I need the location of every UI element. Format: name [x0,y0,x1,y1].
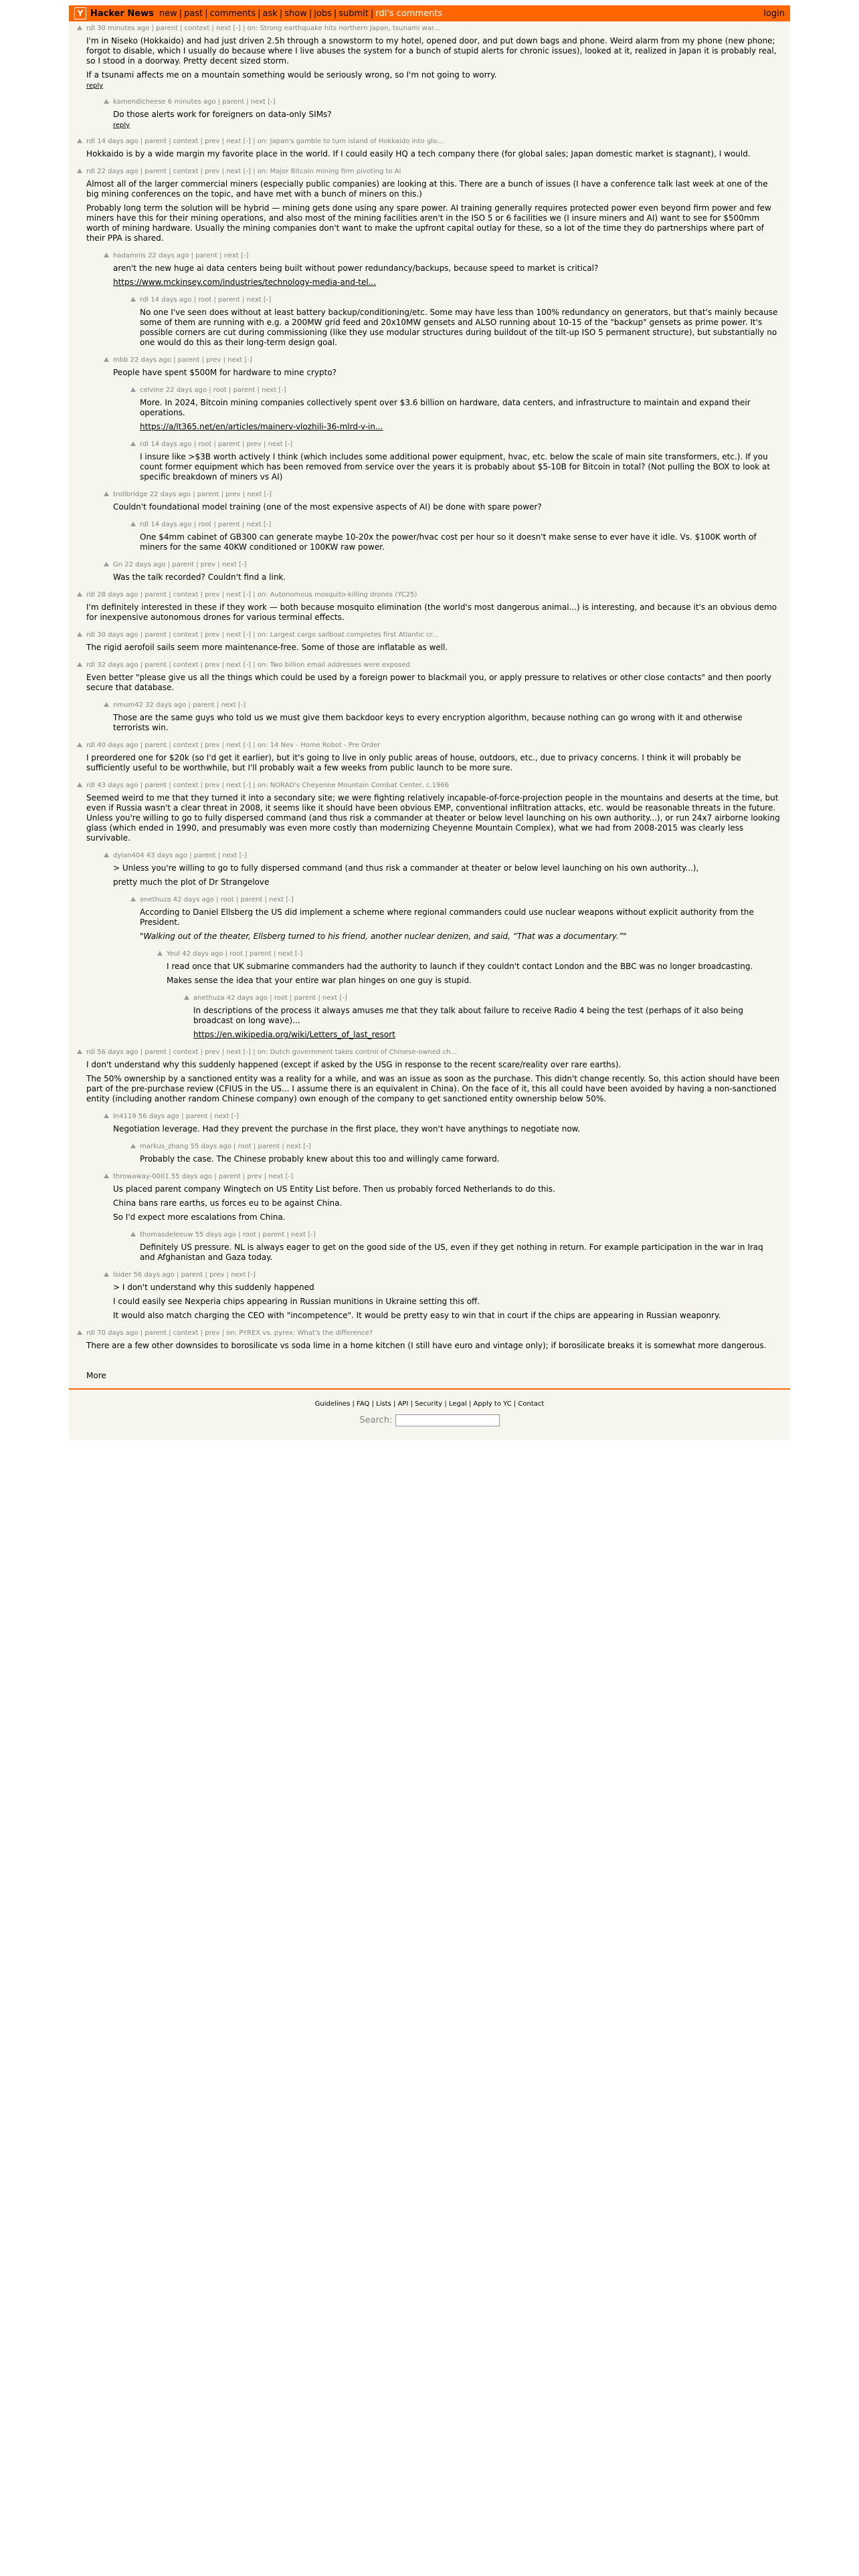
page [69,5,790,1440]
comment [140,520,781,552]
footer-link-guidelines[interactable]: Guidelines [314,1400,351,1408]
comment-text [86,36,781,80]
comment [113,356,781,378]
comment-meta[interactable]: rdl 14 days ago | root | parent | next [-] [140,296,272,304]
comment-text [167,962,781,986]
comment-text [113,863,781,887]
comment-paragraph: Do those alerts work for foreigners on data-only SIMs? [113,110,332,119]
nav-separator: | [205,8,208,19]
reply-link[interactable]: reply [113,122,130,129]
more-link[interactable]: More [86,1371,106,1380]
upvote-arrow-icon[interactable] [77,169,82,173]
upvote-arrow-icon[interactable] [104,492,109,496]
footer-link-lists[interactable]: Lists [376,1400,391,1408]
comment [86,741,781,773]
upvote-arrow-icon[interactable] [77,1049,82,1054]
upvote-arrow-icon[interactable] [104,99,109,104]
nav-show[interactable]: show [284,8,307,19]
comment-text [140,1154,781,1164]
comment-meta[interactable]: rdl 14 days ago | parent | context | prev | next [-] | on: Japan's gamble to turn island of Hokkaido into glo... [86,138,444,145]
comment-meta[interactable]: rdl 70 days ago | parent | context | prev | on: PYREX vs. pyrex: What's the difference? [86,1329,373,1337]
comment-text [86,1060,781,1104]
login-link[interactable]: login [763,8,785,19]
comment-text [86,753,781,773]
comment-meta[interactable]: Yeul 42 days ago | root | parent | next [-] [167,950,303,958]
comment [140,1230,781,1263]
comment-paragraph: Hokkaido is by a wide margin my favorite place in the world. If I could easily HQ a tech company there (for global sales; Japan domestic market is stagnant), I would. [86,149,751,158]
comment-paragraph: The rigid aerofoil sails seem more maintenance-free. Some of those are inflatable as well. [86,643,448,652]
comment [140,1142,781,1164]
upvote-arrow-icon[interactable] [104,253,109,257]
comment-paragraph: Even better "please give us all the things which could be used by a foreign power to blackmail you, or apply pressure to relatives or other close contacts" and then poorly secure that database. [86,673,771,692]
comment-paragraph: Definitely US pressure. NL is always eager to get on the good side of the US, even if they get nothing in return. For example participation in the war in Iraq and Afghanistan and Gaza today. [140,1243,763,1262]
comment-text [86,1341,781,1351]
comment [167,950,781,986]
comment-meta[interactable]: rdl 30 days ago | parent | context | prev | next [-] | on: Largest cargo sailboat completes first Atlantic cr... [86,631,439,639]
comment-paragraph: One $4mm cabinet of GB300 can generate maybe 10-20x the power/hvac cost per hour so it doesn't make sense to ever have it idle. Vs. $100K worth of miners for the same 40KW conditioned or 100KW raw power. [140,532,757,552]
comment-meta[interactable]: nmum42 32 days ago | parent | next [-] [113,702,246,709]
search-row [69,1414,790,1426]
comment [140,440,781,482]
y-logo-icon[interactable]: Y [74,7,86,19]
comment-text [86,179,781,243]
comment-paragraph: It would also match charging the CEO with "incompetence". It would be pretty easy to win that in court if the chips are appearing in Russian weaponry. [113,1311,721,1320]
comment-meta[interactable]: rdl 56 days ago | parent | context | prev | next [-] | on: Dutch government takes control of Chinese-owned ch... [86,1049,457,1056]
comment-paragraph: pretty much the plot of Dr Strangelove [113,877,270,887]
comment-meta[interactable]: markus_zhang 55 days ago | root | parent | next [-] [140,1143,311,1150]
comment [86,1329,781,1351]
comment [113,251,781,288]
comment-meta[interactable]: hadamnis 22 days ago | parent | next [-] [113,252,249,259]
comment-meta[interactable]: celvine 22 days ago | root | parent | next [-] [140,387,286,394]
nav-separator: | [370,8,374,19]
comment [113,851,781,887]
comment-paragraph: In descriptions of the process it always amuses me that they talk about failure to receive Radio 4 being the test (perhaps of it also being broadcast on long wave)... [193,1006,743,1025]
upvote-arrow-icon[interactable] [104,1174,109,1178]
footer-link-api[interactable]: API [397,1400,409,1408]
site-title[interactable]: Hacker News [90,8,154,19]
comment-meta[interactable]: Gn 22 days ago | parent | prev | next [-] [113,561,247,568]
footer-links: Guidelines | FAQ | Lists | API | Security | Legal | Apply to YC | Contact [314,1400,545,1408]
comment [86,591,781,623]
comment-text [140,1243,781,1263]
comment-text [113,110,781,120]
comment-text [113,1124,781,1134]
comment-meta[interactable]: rdl 14 days ago | root | parent | prev | next [-] [140,441,293,448]
upvote-arrow-icon[interactable] [77,25,82,30]
upvote-arrow-icon[interactable] [104,1272,109,1277]
comment-paragraph: So I'd expect more escalations from China. [113,1212,286,1222]
comment [193,994,781,1040]
comment-paragraph: aren't the new huge ai data centers being built without power redundancy/backups, because speed to market is critical? [113,263,599,273]
comment [140,296,781,348]
comment-paragraph: Seemed weird to me that they turned it into a secondary site; we were fighting relatively incapable-of-force-projection people in the mountains and deserts at the time, but even if Russia wasn't a clear threat in 2008, it seems like it should have been obvious EMP, conventional infiltration attacks, etc. would be reasonable threats in the future. Unless you're willing to go to fully dispersed command (and thus risk a commander at theater or below level launching on his own authority...), or run 24x7 airborne looking glass (which ended in 1990, and presumably was even more costly than modernizing Cheyenne Mountain Complex), what we had from 2008-2015 was clearly less survivable. [86,793,780,843]
comment [86,137,781,159]
comment [113,490,781,512]
nav-comments[interactable]: comments [209,8,256,19]
top-bar [69,5,790,21]
comment-paragraph: I insure like >$3B worth actively I think (which includes some additional power equipment, hvac, etc. below the scale of main site transformers, etc.). If you count former equipment which has been removed from service over the years it is probably about $5-10B for Bitcoin in total? (Not pulling the BOX to look at specific breakdown of miners vs AI) [140,452,771,481]
upvote-arrow-icon[interactable] [157,951,163,956]
comment-paragraph: I read once that UK submarine commanders had the authority to launch if they couldn't contact London and the BBC was no longer broadcasting. [167,962,753,971]
upvote-arrow-icon[interactable] [130,897,136,901]
comment-link[interactable]: https://a/lt365.net/en/articles/mainerv-vlozhili-36-mlrd-v-in... [140,422,383,431]
comment-meta[interactable]: dylan404 43 days ago | parent | next [-] [113,852,248,859]
comment-text [140,308,781,348]
comment-paragraph: More. In 2024, Bitcoin mining companies collectively spent over $3.6 billion on hardware, data centers, and infrastructure to maintain and expand their operations. [140,398,751,417]
comment-paragraph: No one I've seen does without at least battery backup/conditioning/etc. Some may have less than 100% redundancy on generators, but that's mainly because some of them are running with e.g. a 200MW grid feed and 20x10MW gensets and ALSO running about 10-15 of the "backup" gensets as prime power. It's possible corners are cut during commissioning (like they use modular structures during buildout of the tilt-up ISO 5 permanent structure), but substantially no one would do this as their long-term design goal. [140,308,778,347]
comment-meta[interactable]: kamendicheese 6 minutes ago | parent | next [-] [113,98,276,106]
comment-meta[interactable]: rdl 40 days ago | parent | context | prev | next [-] | on: 14 Nev - Home Robot - Pre Order [86,742,381,749]
comment-paragraph: Couldn't foundational model training (one of the most expensive aspects of AI) be done with spare power? [113,502,542,512]
comment-paragraph: Negotiation leverage. Had they prevent the purchase in the first place, they won't have anythings to negotiate now. [113,1124,581,1134]
footer-link-security[interactable]: Security [415,1400,443,1408]
comment-meta[interactable]: lsider 56 days ago | parent | prev | next [-] [113,1271,256,1279]
comment-paragraph: If a tsunami affects me on a mountain something would be seriously wrong, so I'm not going to worry. [86,70,497,80]
upvote-arrow-icon[interactable] [77,138,82,143]
comment-paragraph: I don't understand why this suddenly happened (except if asked by the USG in response to the recent scare/reality over rare earths). [86,1060,622,1069]
comment-paragraph: Us placed parent company Wingtech on US Entity List before. Then us probably forced Netherlands to do this. [113,1184,555,1194]
upvote-arrow-icon[interactable] [104,357,109,362]
comment-meta[interactable]: throwaway-0001 55 days ago | parent | prev | next [-] [113,1173,294,1180]
comment-paragraph: Almost all of the larger commercial miners (especially public companies) are looking at this. There are a bunch of issues (I have a conference talk last week at one of the big mining conferences on the topic, and have met with a bunch of miners on this.) [86,179,768,199]
comment-meta[interactable]: rdl 32 days ago | parent | context | prev | next [-] | on: Two billion email addresses were exposed [86,661,410,669]
comment-paragraph: Those are the same guys who told us we must give them backdoor keys to every encryption algorithm, because nothing can go wrong with it and otherwise terrorists win. [113,713,743,732]
upvote-arrow-icon[interactable] [77,782,82,787]
upvote-arrow-icon[interactable] [130,1232,136,1237]
nav-separator: | [308,8,312,19]
comment-meta[interactable]: anethuza 42 days ago | root | parent | next [-] [140,896,294,903]
comment [86,1048,781,1104]
comment-paragraph: > Unless you're willing to go to fully dispersed command (and thus risk a commander at theater or below level launching on his own authority...), [113,863,699,873]
upvote-arrow-icon[interactable] [104,1113,109,1118]
comment [86,24,781,90]
comment-text [86,673,781,693]
nav-submit[interactable]: submit [339,8,369,19]
upvote-arrow-icon[interactable] [77,592,82,597]
comment-text [113,1283,781,1321]
comment-paragraph: Was the talk recorded? Couldn't find a link. [113,572,286,582]
upvote-arrow-icon[interactable] [104,702,109,707]
comment-paragraph: People have spent $500M for hardware to mine crypto? [113,368,337,377]
upvote-arrow-icon[interactable] [130,297,136,302]
comment [140,386,781,432]
comment [140,895,781,942]
comment-meta[interactable]: anethuza 42 days ago | root | parent | next [-] [193,994,347,1002]
comment-paragraph: I'm in Niseko (Hokkaido) and had just driven 2.5h through a snowstorm to my hotel, opened door, and put down bags and phone. Weird alarm from my phone (new phone; forgot to disable, which I usually do because where I live abuses the system for a bunch of stupid alerts for chronic issues), looked at it, realized in Japan it is probably real, so I stood in a doorway. Pretty decent sized storm. [86,36,777,66]
upvote-arrow-icon[interactable] [104,562,109,566]
comment-link[interactable]: https://en.wikipedia.org/wiki/Letters_of_last_resort [193,1030,395,1039]
comment-text [86,793,781,843]
comment-paragraph: According to Daniel Ellsberg the US did implement a scheme where regional commanders could use nuclear weapons without explicit authority from the President. [140,907,754,927]
search-label: Search: [359,1415,393,1426]
comment-link[interactable]: https://www.mckinsey.com/industries/technology-media-and-tel... [113,278,377,287]
comment-paragraph: Makes sense the idea that your entire war plan hinges on one guy is stupid. [167,976,472,985]
comment [113,1172,781,1222]
upvote-arrow-icon[interactable] [77,742,82,747]
comment-paragraph: There are a few other downsides to borosilicate vs soda lime in a home kitchen (I still have euro and vintage only); if borosilicate breaks it is somewhat more dangerous. [86,1341,767,1350]
comment [86,631,781,653]
nav-separator: | [179,8,183,19]
comment-meta[interactable]: rdl 43 days ago | parent | context | prev | next [-] | on: NORAD's Cheyenne Mountain Combat Center, c.1966 [86,782,450,789]
comment-text [140,907,781,942]
comment-paragraph: Probably the case. The Chinese probably knew about this too and willingly came forward. [140,1154,500,1164]
nav-new[interactable]: new [159,8,177,19]
comment-text [86,643,781,653]
comment [86,167,781,243]
comment-list [69,21,790,1364]
upvote-arrow-icon[interactable] [130,387,136,392]
comment-meta[interactable]: thomasdeleeuw 55 days ago | root | parent | next [-] [140,1231,316,1239]
footer-link-apply[interactable]: Apply to YC [473,1400,512,1408]
comment-text [113,502,781,512]
footer-link-legal[interactable]: Legal [448,1400,467,1408]
comment-text [113,572,781,582]
nav-separator: | [279,8,283,19]
nav-past[interactable]: past [184,8,203,19]
comment-text [140,452,781,482]
comment-meta[interactable]: rdl 22 days ago | parent | context | prev | next [-] | on: Major Bitcoin mining firm pivoting to AI [86,168,401,175]
comment-meta[interactable]: ln4119 56 days ago | parent | next [-] [113,1113,239,1120]
comment-paragraph: Probably long term the solution will be hybrid — mining gets done using any spare power. AI training generally requires protected power even beyond firm power and few miners have this for their mining operations, and also most of the mining facilities aren't in the ISO 5 or 6 facilities we (I insure miners and AI) want to see for $500mm worth of mining hardware. Usually the mining companies don't want to make the upfront capital outlay for these, so a lot of the time they do partnerships where part of their PPA is shared. [86,203,771,243]
comment-paragraph: > I don't understand why this suddenly happened [113,1283,314,1292]
comment-text [86,603,781,623]
footer-link-contact[interactable]: Contact [518,1400,545,1408]
footer [69,1388,790,1440]
upvote-arrow-icon[interactable] [130,522,136,526]
comment-text [86,149,781,159]
comment-paragraph: The 50% ownership by a sanctioned entity was a reality for a while, and was an issue as soon as the purchase. This didn't change recently. So, this action should have been part of the pre-purchase review (CFIUS in the US... I assume there is an equivalent in China). On the face of it, this all could have been avoided by having a non-sanctioned entity (including another random Chinese company) own enough of the company to get sanctioned entity ownership below 50%. [86,1074,780,1103]
comment [113,1112,781,1134]
comment-paragraph: I preordered one for $20k (so I'd get it earlier), but it's going to live in only public areas of house, outdoors, etc., due to privacy concerns. I think it will probably be sufficiently useful to be worthwhile, but I'll probably wait a few weeks from public launch to be more sure. [86,753,741,772]
upvote-arrow-icon[interactable] [130,1144,136,1148]
comment [113,560,781,582]
upvote-arrow-icon[interactable] [77,662,82,667]
comment-text [140,398,781,432]
comment-paragraph: China bans rare earths, us forces eu to be against China. [113,1198,343,1208]
user-comments-label[interactable]: rdl's comments [375,8,443,19]
comment [113,701,781,733]
nav-ask[interactable]: ask [262,8,278,19]
comment [113,98,781,129]
search-input[interactable] [395,1414,500,1426]
comment-meta[interactable]: mbb 22 days ago | parent | prev | next [-] [113,356,252,364]
comment [86,661,781,693]
comment-meta[interactable]: rdl 14 days ago | root | parent | next [-] [140,521,272,528]
footer-link-faq[interactable]: FAQ [357,1400,370,1408]
upvote-arrow-icon[interactable] [104,853,109,857]
comment [113,1271,781,1321]
comment-meta[interactable]: rdl 30 minutes ago | parent | context | next [-] | on: Strong earthquake hits northern Japan, tsunami war... [86,25,440,32]
upvote-arrow-icon[interactable] [77,1330,82,1335]
comment-meta[interactable]: rdl 28 days ago | parent | context | prev | next [-] | on: Autonomous mosquito-killing drones (YC25) [86,591,417,599]
comment-text [140,532,781,552]
comment-meta[interactable]: trollbridge 22 days ago | parent | prev | next [-] [113,491,272,498]
comment-text [193,1006,781,1040]
comment-paragraph: I could easily see Nexperia chips appearing in Russian munitions in Ukraine setting this off. [113,1297,480,1306]
reply-link[interactable]: reply [86,82,104,90]
nav-jobs[interactable]: jobs [314,8,332,19]
nav-separator: | [258,8,261,19]
comment-paragraph: I'm definitely interested in these if they work — both because mosquito elimination (the world's most dangerous animal...) is interesting, and because it's an obvious demo for inexpensive autonomous drones for various terminal effects. [86,603,777,622]
comment-text [113,713,781,733]
comment-text [113,368,781,378]
comment-paragraph: "Walking out of the theater, Ellsberg turned to his friend, another nuclear denizen, and said, “That was a documentary.”" [140,932,627,941]
nav-separator: | [333,8,337,19]
comment-text [113,1184,781,1222]
upvote-arrow-icon[interactable] [130,441,136,446]
upvote-arrow-icon[interactable] [77,632,82,637]
comment [86,781,781,843]
upvote-arrow-icon[interactable] [184,995,189,1000]
comment-text [113,263,781,288]
